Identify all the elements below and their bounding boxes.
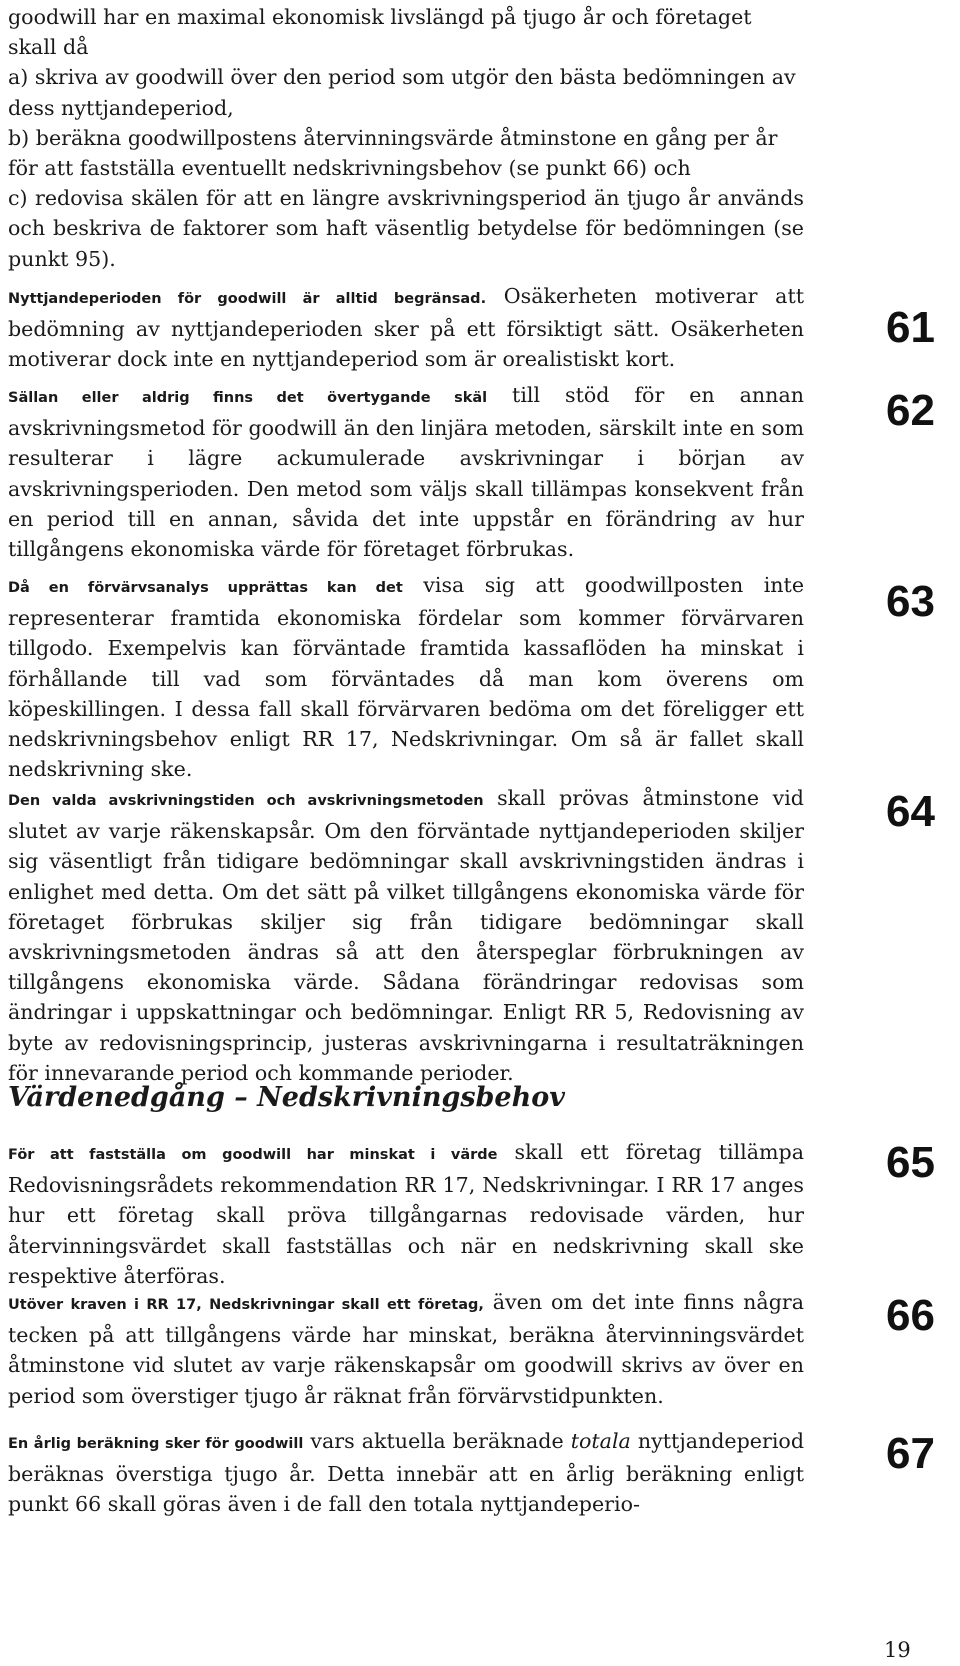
page-number: 19 [884,1638,911,1662]
paragraph-64-text: skall prövas åtminstone vid slutet av varje räkenskapsår. Om den förväntade nyttjandeperioden skiljer sig väsentligt från tidigare bedömningar skall avskrivningstiden ändras i enlighet med detta. Om det sätt på vilket tillgångens ekonomiska värde för företaget förbrukas skiljer sig från tidigare bedömningar skall avskrivningsmetoden ändras så att den återspeglar förbrukningen av tillgångens ekonomiska värde. Sådana förändringar redovisas som ändringar i uppskattningar och bedömningar. Enligt RR 5, Redovisning av byte av redovisningsprincip, justeras avskrivningarna i resultaträkningen för innevarande period och kommande perioder. [8,786,804,1085]
paragraph-66-lead: Utöver kraven i RR 17, Nedskrivningar skall ett företag, [8,1297,484,1313]
paragraph-63-text: visa sig att goodwillposten inte representerar framtida ekonomiska fördelar som kommer förvärvaren tillgodo. Exempelvis kan förväntade framtida kassaflöden ha minskat i förhållande till vad som förväntades då man kom överens om köpeskillingen. I dessa fall skall förvärvaren bedöma om det föreligger ett nedskrivningsbehov enligt RR 17, Nedskrivningar. Om så är fallet skall nedskrivning ske. [8,573,805,782]
paragraph-66 [8,1287,804,1411]
intro-text: goodwill har en maximal ekonomisk livslängd på tjugo år och företaget skall då [8,5,752,60]
paragraph-67 [8,1426,804,1520]
paragraph-65 [8,1137,804,1291]
intro-item-b: b) beräkna goodwillpostens återvinningsvärde åtminstone en gång per år för att fastställa eventuellt nedskrivningsbehov (se punkt 66) och [8,125,778,181]
paragraph-61 [8,281,804,375]
paragraph-67-text-a: vars aktuella beräknade [303,1429,571,1453]
section-heading: Värdenedgång – Nedskrivningsbehov [8,1082,565,1113]
margin-number-66: 66 [886,1291,935,1340]
margin-number-65: 65 [886,1138,935,1187]
intro-item-c: c) redovisa skälen för att en längre avskrivningsperiod än tjugo år används och beskriva de faktorer som haft väsentlig betydelse för bedömningen (se punkt 95). [8,186,804,271]
paragraph-61-lead: Nyttjandeperioden för goodwill är alltid begränsad. [8,291,487,307]
paragraph-62-lead: Sällan eller aldrig finns det övertygande skäl [8,390,488,406]
paragraph-61-text: Osäkerheten motiverar att bedömning av nyttjandeperioden sker på ett försiktigt sätt. Osäkerheten motiverar dock inte en nyttjandeperiod som är orealistiskt kort. [8,284,804,372]
margin-number-61: 61 [886,303,935,352]
margin-number-63: 63 [886,577,935,626]
paragraph-64-lead: Den valda avskrivningstiden och avskrivningsmetoden [8,793,484,809]
paragraph-66-text: även om det inte finns några tecken på att tillgångens värde har minskat, beräkna återvinningsvärdet åtminstone vid slutet av varje räkenskapsår om goodwill skrivs av över en period som överstiger tjugo år räknat från förvärvstidpunkten. [8,1290,804,1408]
paragraph-65-lead: För att fastställa om goodwill har minskat i värde [8,1147,498,1163]
paragraph-67-lead: En årlig beräkning sker för goodwill [8,1436,304,1452]
intro-paragraph [8,2,804,274]
margin-number-67: 67 [886,1429,935,1478]
margin-number-62: 62 [886,386,935,435]
paragraph-67-text-b: nyttjandeperiod beräknas överstiga tjugo år. Detta innebär att en årlig beräkning enligt punkt 66 skall göras även i de fall den totala nyttjandeperio- [8,1429,804,1517]
paragraph-64 [8,783,804,1088]
paragraph-65-text: skall ett företag tillämpa Redovisningsrådets rekommendation RR 17, Nedskrivningar. I RR 17 anges hur ett företag skall pröva tillgångarnas redovisade värden, hur återvinningsvärdet skall fastställas och när en nedskrivning skall ske respektive återföras. [8,1140,804,1288]
paragraph-62 [8,380,804,564]
paragraph-62-text: till stöd för en annan avskrivningsmetod för goodwill än den linjära metoden, särskilt inte en som resulterar i lägre ackumulerade avskrivningar i början av avskrivningsperioden. Den metod som väljs skall tillämpas konsekvent från en period till en annan, såvida det inte uppstår en förändring av hur tillgångens ekonomiska värde för företaget förbrukas. [8,383,804,562]
paragraph-63-lead: Då en förvärvsanalys upprättas kan det [8,580,403,596]
paragraph-67-italic: totala [570,1429,631,1453]
margin-number-64: 64 [886,787,935,836]
paragraph-63 [8,570,804,784]
intro-item-a: a) skriva av goodwill över den period som utgör den bästa bedömningen av dess nyttjandeperiod, [8,65,796,120]
